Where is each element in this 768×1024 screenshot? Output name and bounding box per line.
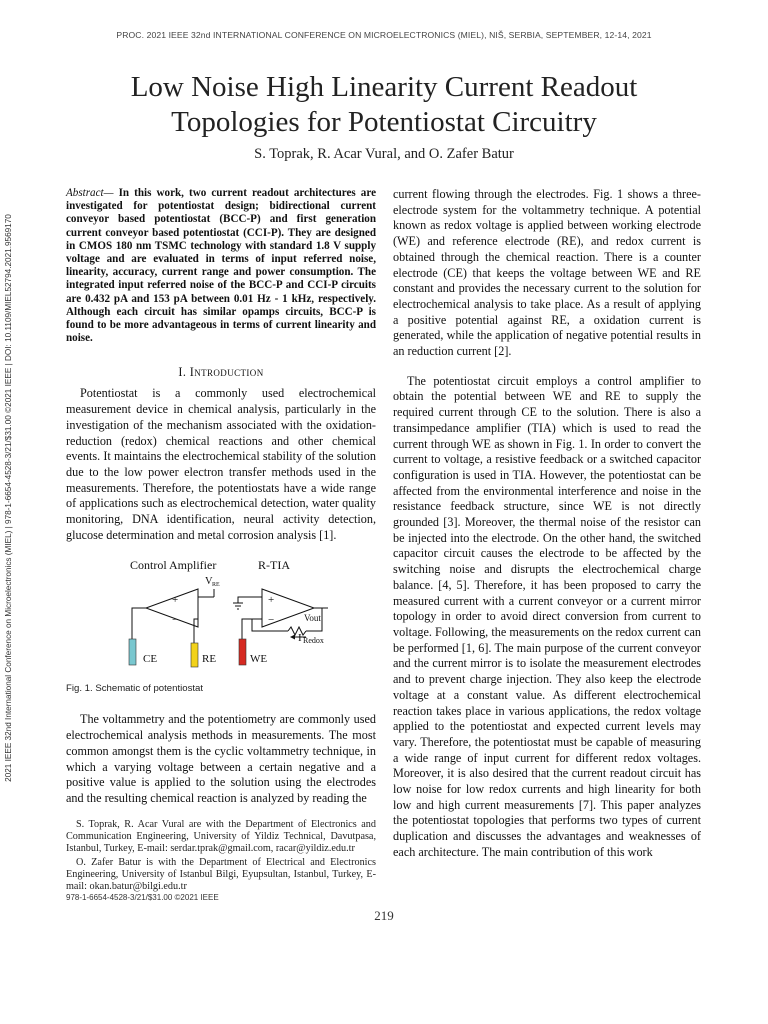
isbn-footer: 978-1-6654-4528-3/21/$31.00 ©2021 IEEE <box>66 893 219 902</box>
abstract <box>66 187 376 345</box>
potentiostat-schematic <box>66 555 376 675</box>
label-vout: Vout <box>304 613 321 624</box>
right-paragraph-2: The potentiostat circuit employs a control amplifier to obtain the potential between WE and RE to supply the required current through CE to the solution. There is also a transimpedance amplifier (TIA) which is used to read the current through WE as shown in Fig. 1. In order to convert the current to voltage, a resistive feedback or a switched capacitor configuration is used in TIA. However, the potentiostat can be affected from the environmental interference and noise in the resistance feedback structure, since WE is not directly grounded [3]. Moreover, the thermal noise of the resistor can be injected into the electrode. On the other hand, the switched capacitor circuit causes the electrode to be affected by the switching noise and disrupts the electrochemical charge balance. [4, 5]. Therefore, it has been proposed to carry the measured current with a current conveyor or a current mirror topology in order to avoid direct conversion from current to voltage. Following, the measurements on the redox current can be performed [1, 6]. The main purpose of the current conveyor and the current mirror is to isolate the measurement electrodes and to prevent charge injection. They also keep the electrode voltage at a constant value. As different electrochemical reaction takes place in various applications, the redox voltage applied to the potentiostat and expected current levels may vary. Therefore, the potentiostat must be capable of measuring a wide range of input current for different redox voltages. Moreover, it is also desired that the current readout circuit has low noise for low redox currents and high linearity for both low and high current measurements [7]. This paper analyzes the potentiostat topologies that performs two types of current duplication and discusses the advantages and weaknesses of each architecture. The main contribution of this work <box>393 373 701 859</box>
intro-paragraph-1: Potentiostat is a commonly used electrochemical measurement device in chemical analysis, particularly in the investigation of the mechanism associated with the oxidation-reduction (redox) chemical reactions and other chemical events. It maintains the electrochemical stability of the solution due to the low power electron transfer methods used in the measurements. Therefore, the potentiostats have a wide range of applications such as electrochemical detection, water quality monitoring, DNA identification, neural activity detection, glucose determination and metal corrosion analysis [1]. <box>66 386 376 542</box>
footnotes <box>66 819 376 893</box>
label-vre: V <box>205 576 213 588</box>
footnote-2: O. Zafer Batur is with the Department of Electrical and Electronics Engineering, University of Istanbul Bilgi, Eyupsultan, Istanbul, Turkey, E-mail: okan.batur@bilgi.edu.tr <box>66 856 376 892</box>
tia-amp-plus: + <box>268 594 275 607</box>
figure-1-schematic <box>66 555 376 675</box>
page-number: 219 <box>374 908 394 923</box>
label-ce: CE <box>143 653 158 666</box>
electrode-ce <box>129 639 136 665</box>
right-column <box>393 187 701 861</box>
section-heading-introduction: I. Introduction <box>178 365 264 380</box>
title-line-1: Low Noise High Linearity Current Readout <box>130 71 638 103</box>
figure-1-caption: Fig. 1. Schematic of potentiostat <box>66 683 204 695</box>
conference-header: PROC. 2021 IEEE 32nd INTERNATIONAL CONFERENCE ON MICROELECTRONICS (MIEL), NIŠ, SERBIA, SEPTEMBER, 12-14, 2021 <box>116 30 652 40</box>
label-iredox-sub: Redox <box>303 636 324 646</box>
control-amp-minus: − <box>172 614 179 627</box>
paper-title <box>60 70 708 140</box>
abstract-lead: Abstract— <box>66 187 114 199</box>
intro-paragraph-2: The voltammetry and the potentiometry are commonly used electrochemical analysis methods in measurements. The most common amongst them is the cyclic voltammetry technique, in which a varying voltage between a certain negative and a positive value is applied to the solution using the electrodes and the resulting chemical reaction is analyzed by reading the <box>66 712 376 805</box>
authors: S. Toprak, R. Acar Vural, and O. Zafer Batur <box>254 146 514 162</box>
tia-amp-minus: − <box>268 614 275 627</box>
label-vre-sub: RE <box>212 582 220 589</box>
electrode-re <box>191 643 198 667</box>
label-we: WE <box>250 653 268 666</box>
label-control-amplifier: Control Amplifier <box>130 558 217 573</box>
electrode-we <box>239 639 246 665</box>
label-re: RE <box>202 653 217 666</box>
right-paragraph-1: current flowing through the electrodes. Fig. 1 shows a three-electrode system for the voltammetry technique. A potential known as redox voltage is applied between working electrode (WE) and reference electrode (RE), and redox current is obtained through the chemical reaction. There is a counter electrode (CE) that keeps the voltage between WE and RE constant and provides the necessary current to the solution for electrochemical analysis to take place. As a result of applying a positive potential against RE, a oxidation current is generated, while the application of negative potential results in an reduction current [2]. <box>393 187 701 359</box>
label-iredox: I <box>298 632 302 645</box>
control-amp-plus: + <box>172 594 179 607</box>
abstract-body: In this work, two current readout architectures are investigated for potentiostat design; bidirectional current conveyor based potentiostat (BCC-P) and first generation current conveyor based potentiostat (CCI-P). They are designed in CMOS 180 nm TSMC technology with standard 1.8 V supply voltage and are evaluated in terms of input referred noise, linearity, accuracy, current range and power consumption. The integrated input referred noise of the BCC-P and CCI-P circuits are 0.432 pA and 153 pA between 0.01 Hz - 1 kHz, respectively. Although each circuit has similar opamps circuits, BCC-P is found to be more advantageous in terms of current linearity and noise. <box>66 187 376 345</box>
feedback-resistor <box>288 627 306 635</box>
title-line-2: Topologies for Potentiostat Circuitry <box>171 106 597 138</box>
left-column <box>66 187 376 895</box>
label-r-tia: R-TIA <box>258 558 290 573</box>
footnote-1: S. Toprak, R. Acar Vural are with the Department of Electronics and Communication Engineering, University of Yildiz Technical, Davutpasa, Istanbul, Turkey, E-mail: serdar.tprak@gmail.com, racar@yildiz.edu.tr <box>66 818 376 854</box>
doi-sidebar: 2021 IEEE 32nd International Conference on Microelectronics (MIEL) | 978-1-6654-4528-3/21/$31.00 ©2021 IEEE | DOI: 10.1109/MIEL52794.2021.9569170 <box>4 214 13 782</box>
